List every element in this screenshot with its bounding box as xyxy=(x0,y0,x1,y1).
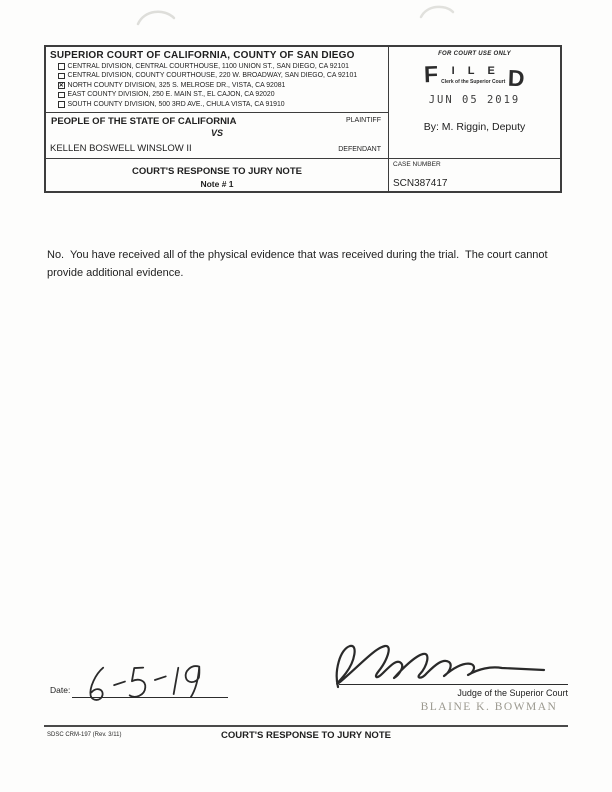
court-use-label: FOR COURT USE ONLY xyxy=(438,51,511,57)
plaintiff-label: PLAINTIFF xyxy=(345,117,381,124)
case-number-label: CASE NUMBER xyxy=(393,161,441,168)
vs-label: VS xyxy=(210,128,223,138)
defendant-name: KELLEN BOSWELL WINSLOW II xyxy=(50,143,192,154)
filed-stamp-letter: F xyxy=(423,60,439,88)
checkbox-icon xyxy=(58,73,65,80)
filed-stamp-letter: D xyxy=(507,64,526,92)
scan-artifact xyxy=(415,1,459,21)
jury-note-response-text: No. You have received all of the physical evidence that was received during the trial. The court cannot provide additional evidence. xyxy=(47,249,551,279)
division-label: SOUTH COUNTY DIVISION, 500 3RD AVE., CHULA VISTA, CA 91910 xyxy=(67,100,285,108)
form-title: COURT'S RESPONSE TO JURY NOTE xyxy=(132,166,302,177)
form-title-section xyxy=(46,159,388,191)
filed-date-stamp: JUN 05 2019 xyxy=(428,94,521,106)
judge-name-stamp: BLAINE K. BOWMAN xyxy=(420,701,558,713)
division-option xyxy=(58,90,384,99)
form-number: SDSC CRM-197 (Rev. 3/11) xyxy=(47,732,122,738)
checkbox-icon xyxy=(58,92,65,99)
case-number-value: SCN387417 xyxy=(393,178,448,189)
division-label: CENTRAL DIVISION, CENTRAL COURTHOUSE, 1100 UNION ST., SAN DIEGO, CA 92101 xyxy=(67,63,349,70)
footer-rule xyxy=(44,725,568,727)
case-number-cell xyxy=(389,158,560,191)
checkbox-icon xyxy=(58,101,65,108)
parties-section xyxy=(46,113,388,159)
court-use-cell xyxy=(389,47,560,158)
division-label: CENTRAL DIVISION, COUNTY COURTHOUSE, 220 W. BROADWAY, SAN DIEGO, CA 92101 xyxy=(67,72,358,80)
division-option xyxy=(58,62,384,71)
judge-title: Judge of the Superior Court xyxy=(457,688,568,698)
date-block xyxy=(50,680,70,698)
division-option xyxy=(58,100,384,109)
division-list xyxy=(58,62,384,109)
court-title: SUPERIOR COURT OF CALIFORNIA, COUNTY OF SAN DIEGO xyxy=(50,50,355,61)
filed-stamp-letter: L xyxy=(467,65,475,77)
caption-right-column xyxy=(389,47,560,191)
caption-left-column xyxy=(46,47,389,191)
filed-stamp-letter: E xyxy=(487,65,495,77)
caption-table xyxy=(44,45,562,193)
filed-stamp-letters xyxy=(452,63,495,77)
defendant-label: DEFENDANT xyxy=(338,146,381,153)
court-branch-section xyxy=(46,47,388,113)
date-label: Date: xyxy=(50,685,71,695)
scan-artifact xyxy=(130,4,180,28)
division-label: EAST COUNTY DIVISION, 250 E. MAIN ST., EL CAJON, CA 92020 xyxy=(67,91,275,99)
signature-line xyxy=(339,684,568,685)
footer-title: COURT'S RESPONSE TO JURY NOTE xyxy=(221,730,391,741)
filed-stamp-center xyxy=(441,63,505,85)
filed-stamp xyxy=(389,60,560,92)
checkbox-checked-icon: ✕ xyxy=(58,82,64,89)
division-option xyxy=(58,81,384,90)
handwritten-date xyxy=(79,658,231,706)
filed-by-line: By: M. Riggin, Deputy xyxy=(423,121,526,133)
filed-stamp-letter: I xyxy=(451,65,455,77)
plaintiff-name: PEOPLE OF THE STATE OF CALIFORNIA xyxy=(51,116,237,127)
filed-stamp-clerk-line: Clerk of the Superior Court xyxy=(441,79,506,85)
division-option xyxy=(58,71,384,80)
form-subtitle: Note # 1 xyxy=(200,179,234,189)
checkbox-icon xyxy=(58,63,65,70)
division-label: NORTH COUNTY DIVISION, 325 S. MELROSE DR., VISTA, CA 92081 xyxy=(67,81,286,89)
